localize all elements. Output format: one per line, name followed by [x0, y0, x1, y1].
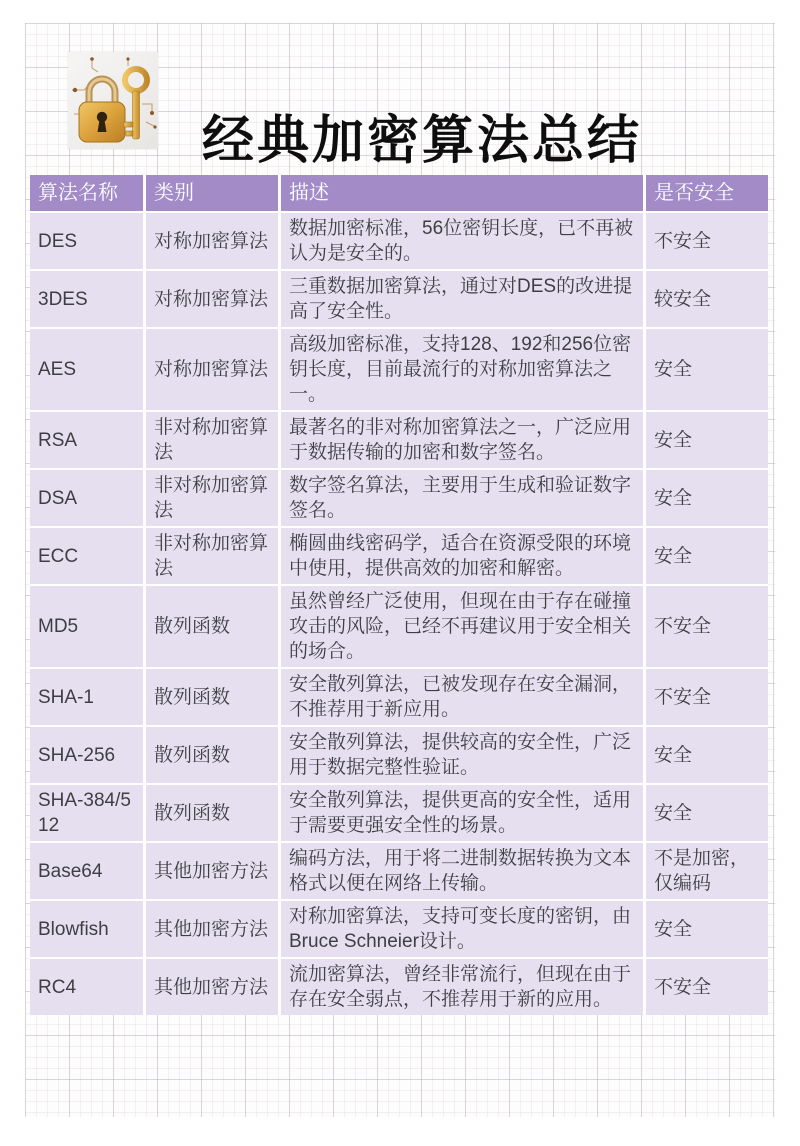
description-cell [281, 412, 643, 468]
description-cell [281, 727, 643, 783]
padlock-key-image [68, 52, 158, 149]
algorithm-name: SHA-1 [38, 686, 94, 708]
algorithm-name-cell [30, 785, 143, 841]
category-label: 对称加密算法 [154, 230, 269, 252]
algorithm-name-cell [30, 959, 143, 1015]
algorithm-name-cell [30, 727, 143, 783]
security-cell [646, 669, 768, 725]
description-text: 数据加密标准，56位密钥长度，已不再被认为是安全的。 [289, 218, 634, 264]
description-text: 对称加密算法，支持可变长度的密钥，由Bruce Schneier设计。 [289, 906, 632, 952]
security-status: 安全 [654, 429, 693, 451]
description-cell [281, 470, 643, 526]
algorithm-name-cell [30, 843, 143, 899]
algorithm-name: SHA-256 [38, 744, 116, 766]
description-text: 安全散列算法，提供较高的安全性，广泛用于数据完整性验证。 [289, 732, 632, 778]
algorithm-name: Blowfish [38, 918, 109, 940]
security-status: 安全 [654, 744, 693, 766]
security-status: 安全 [654, 545, 693, 567]
security-cell [646, 843, 768, 899]
security-cell [646, 213, 768, 269]
description-text: 流加密算法，曾经非常流行，但现在由于存在安全弱点，不推荐用于新的应用。 [289, 964, 632, 1010]
algorithm-name: 3DES [38, 288, 88, 310]
category-label: 散列函数 [154, 802, 231, 824]
algorithm-name-cell [30, 528, 143, 584]
algorithm-name: AES [38, 359, 77, 380]
description-cell [281, 213, 643, 269]
description-text: 安全散列算法，已被发现存在安全漏洞，不推荐用于新应用。 [289, 674, 632, 720]
algorithm-name: DES [38, 230, 78, 252]
security-cell [646, 470, 768, 526]
description-cell [281, 329, 643, 410]
description-text: 高级加密标准，支持128、192和256位密钥长度，目前最流行的对称加密算法之一。 [289, 334, 632, 405]
algorithm-name-cell [30, 412, 143, 468]
security-status: 安全 [654, 802, 693, 824]
description-text: 数字签名算法，主要用于生成和验证数字签名。 [289, 475, 632, 521]
description-text: 虽然曾经广泛使用，但现在由于存在碰撞攻击的风险，已经不再建议用于安全相关的场合。 [289, 591, 632, 662]
description-text: 编码方法，用于将二进制数据转换为文本格式以便在网络上传输。 [289, 848, 632, 894]
category-cell [146, 412, 278, 468]
category-cell [146, 959, 278, 1015]
description-cell [281, 271, 643, 327]
description-cell [281, 901, 643, 957]
category-cell [146, 329, 278, 410]
security-cell [646, 901, 768, 957]
security-status: 不安全 [654, 686, 712, 708]
security-cell [646, 271, 768, 327]
security-status: 安全 [654, 918, 693, 940]
category-cell [146, 669, 278, 725]
description-text: 椭圆曲线密码学，适合在资源受限的环境中使用，提供高效的加密和解密。 [289, 533, 632, 579]
algorithm-name-cell [30, 271, 143, 327]
security-cell [646, 412, 768, 468]
security-cell [646, 959, 768, 1015]
category-label: 非对称加密算法 [154, 417, 269, 463]
security-cell [646, 329, 768, 410]
column-header-algorithm-name: 算法名称 [30, 175, 143, 211]
algorithm-name: ECC [38, 545, 79, 567]
algorithm-name: RSA [38, 429, 78, 451]
category-label: 散列函数 [154, 616, 231, 637]
description-cell [281, 528, 643, 584]
algorithm-name-cell [30, 470, 143, 526]
security-status: 不安全 [654, 616, 712, 637]
security-cell [646, 586, 768, 667]
description-cell [281, 843, 643, 899]
description-text: 最著名的非对称加密算法之一，广泛应用于数据传输的加密和数字签名。 [289, 417, 632, 463]
description-text: 三重数据加密算法，通过对DES的改进提高了安全性。 [289, 276, 633, 322]
algorithm-name: MD5 [38, 616, 79, 637]
algorithm-name-cell [30, 901, 143, 957]
category-label: 非对称加密算法 [154, 533, 269, 579]
category-cell [146, 271, 278, 327]
category-label: 散列函数 [154, 686, 231, 708]
category-label: 对称加密算法 [154, 359, 269, 380]
category-label: 其他加密方法 [154, 918, 269, 940]
algorithm-name-cell [30, 213, 143, 269]
security-cell [646, 785, 768, 841]
description-cell [281, 669, 643, 725]
padlock-key-illustration [68, 52, 158, 149]
category-cell [146, 586, 278, 667]
description-cell [281, 586, 643, 667]
description-text: 安全散列算法，提供更高的安全性，适用于需要更强安全性的场景。 [289, 790, 632, 836]
algorithm-name-cell [30, 669, 143, 725]
page-title: 经典加密算法总结 [202, 111, 643, 170]
category-cell [146, 528, 278, 584]
category-label: 其他加密方法 [154, 976, 269, 998]
column-header-category: 类别 [146, 175, 278, 211]
security-status: 安全 [654, 487, 693, 509]
algorithm-name: DSA [38, 487, 78, 509]
encryption-algorithms-table [30, 175, 768, 1015]
algorithm-name: Base64 [38, 860, 103, 882]
category-cell [146, 785, 278, 841]
security-status: 较安全 [654, 288, 712, 310]
category-label: 对称加密算法 [154, 288, 269, 310]
security-status: 不是加密，仅编码 [654, 848, 750, 894]
security-status: 不安全 [654, 230, 712, 252]
category-cell [146, 727, 278, 783]
algorithm-name-cell [30, 586, 143, 667]
algorithm-name: SHA-384/512 [38, 790, 131, 836]
security-status: 安全 [654, 359, 693, 380]
category-cell [146, 901, 278, 957]
category-label: 其他加密方法 [154, 860, 269, 882]
category-label: 非对称加密算法 [154, 475, 269, 521]
category-cell [146, 213, 278, 269]
description-cell [281, 959, 643, 1015]
column-header-security: 是否安全 [646, 175, 768, 211]
security-cell [646, 528, 768, 584]
category-label: 散列函数 [154, 744, 231, 766]
description-cell [281, 785, 643, 841]
security-status: 不安全 [654, 976, 712, 998]
column-header-description: 描述 [281, 175, 643, 211]
security-cell [646, 727, 768, 783]
category-cell [146, 470, 278, 526]
algorithm-name: RC4 [38, 976, 77, 998]
category-cell [146, 843, 278, 899]
algorithm-name-cell [30, 329, 143, 410]
